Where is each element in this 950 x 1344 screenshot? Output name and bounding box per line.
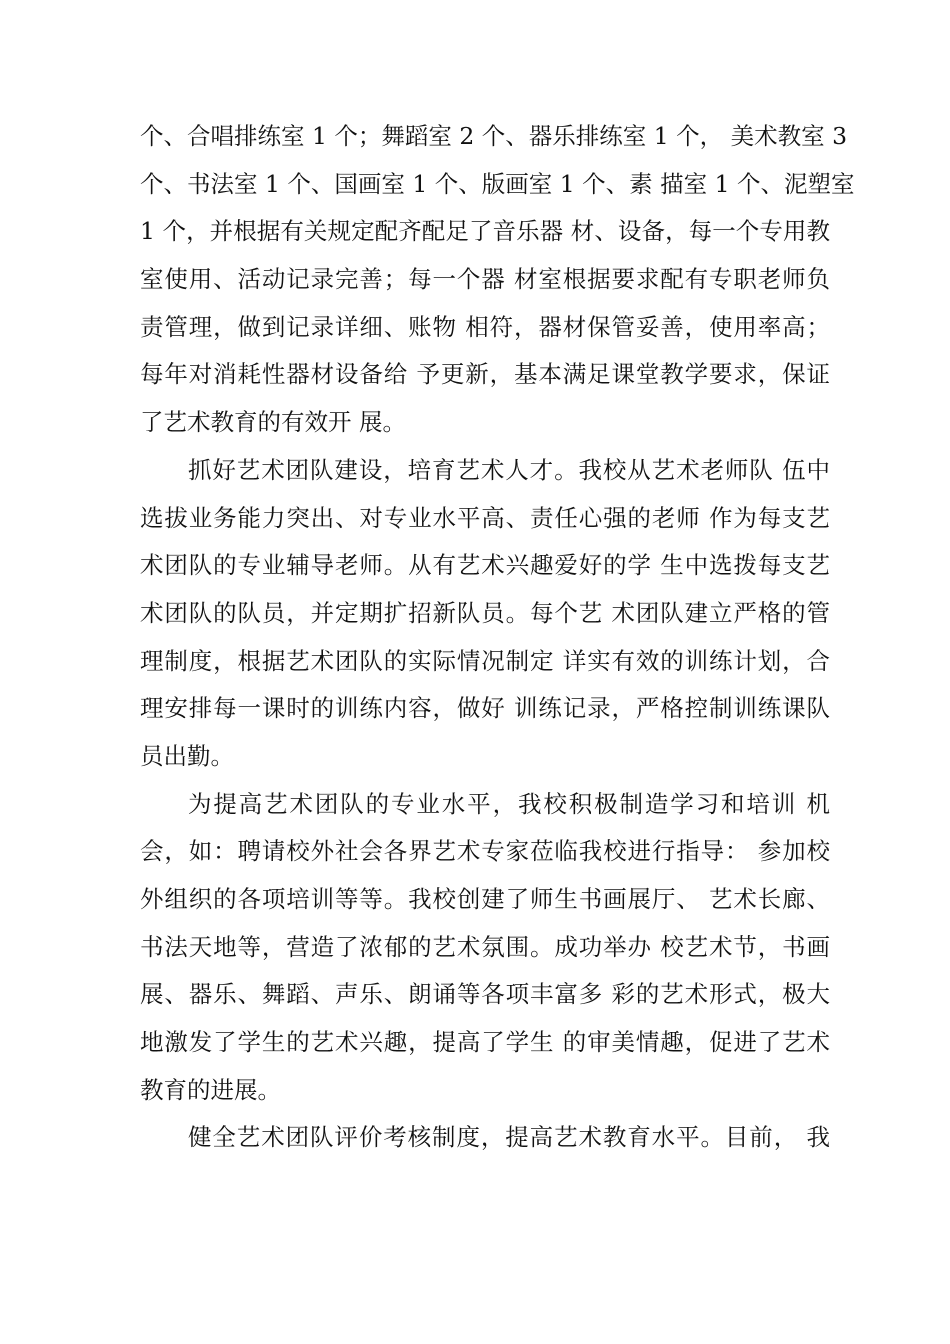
text-line: 地激发了学生的艺术兴趣，提高了学生 的审美情趣，促进了艺术 [140,1028,830,1057]
text-line: 个、合唱排练室 1 个；舞蹈室 2 个、器乐排练室 1 个， 美术教室 3 [140,122,848,150]
text-line: 责管理，做到记录详细、账物 相符，器材保管妥善，使用率高； [140,312,830,341]
text-line: 为提高艺术团队的专业水平，我校积极制造学习和培训 机 [188,789,830,818]
body-text [140,113,855,1162]
text-line: 室使用、活动记录完善；每一个器 材室根据要求配有专职老师负 [140,265,830,294]
text-line: 教育的进展。 [140,1075,281,1104]
text-line: 健全艺术团队评价考核制度，提高艺术教育水平。目前， 我 [188,1123,830,1152]
text-line: 理制度，根据艺术团队的实际情况制定 详实有效的训练计划，合 [140,646,830,675]
text-line: 抓好艺术团队建设，培育艺术人才。我校从艺术老师队 伍中 [188,455,830,484]
text-line: 外组织的各项培训等等。我校创建了师生书画展厅、 艺术长廊、 [140,885,830,913]
text-line: 术团队的专业辅导老师。从有艺术兴趣爱好的学 生中选拨每支艺 [140,551,830,580]
text-line: 理安排每一课时的训练内容，做好 训练记录，严格控制训练课队 [140,694,830,723]
paragraph-1 [140,113,855,447]
text-line: 个、书法室 1 个、国画室 1 个、版画室 1 个、素 描室 1 个、泥塑室 [140,169,855,198]
text-line: 每年对消耗性器材设备给 予更新，基本满足课堂教学要求，保证 [140,360,830,389]
text-line: 书法天地等，营造了浓郁的艺术氛围。成功举办 校艺术节，书画 [140,932,830,961]
paragraph-2 [140,447,830,781]
text-line: 员出勤。 [140,741,234,770]
text-line: 会，如：聘请校外社会各界艺术专家莅临我校进行指导： 参加校 [140,837,830,866]
text-line: 术团队的队员，并定期扩招新队员。每个艺 术团队建立严格的管 [140,598,830,627]
text-line: 1 个，并根据有关规定配齐配足了音乐器 材、设备，每一个专用教 [140,217,830,246]
text-line: 展、器乐、舞蹈、声乐、朗诵等各项丰富多 彩的艺术形式，极大 [140,980,830,1009]
text-line: 选拔业务能力突出、对专业水平高、责任心强的老师 作为每支艺 [140,503,830,532]
text-line: 了艺术教育的有效开 展。 [140,408,406,437]
paragraph-4 [140,1114,830,1162]
paragraph-3 [140,781,830,1115]
